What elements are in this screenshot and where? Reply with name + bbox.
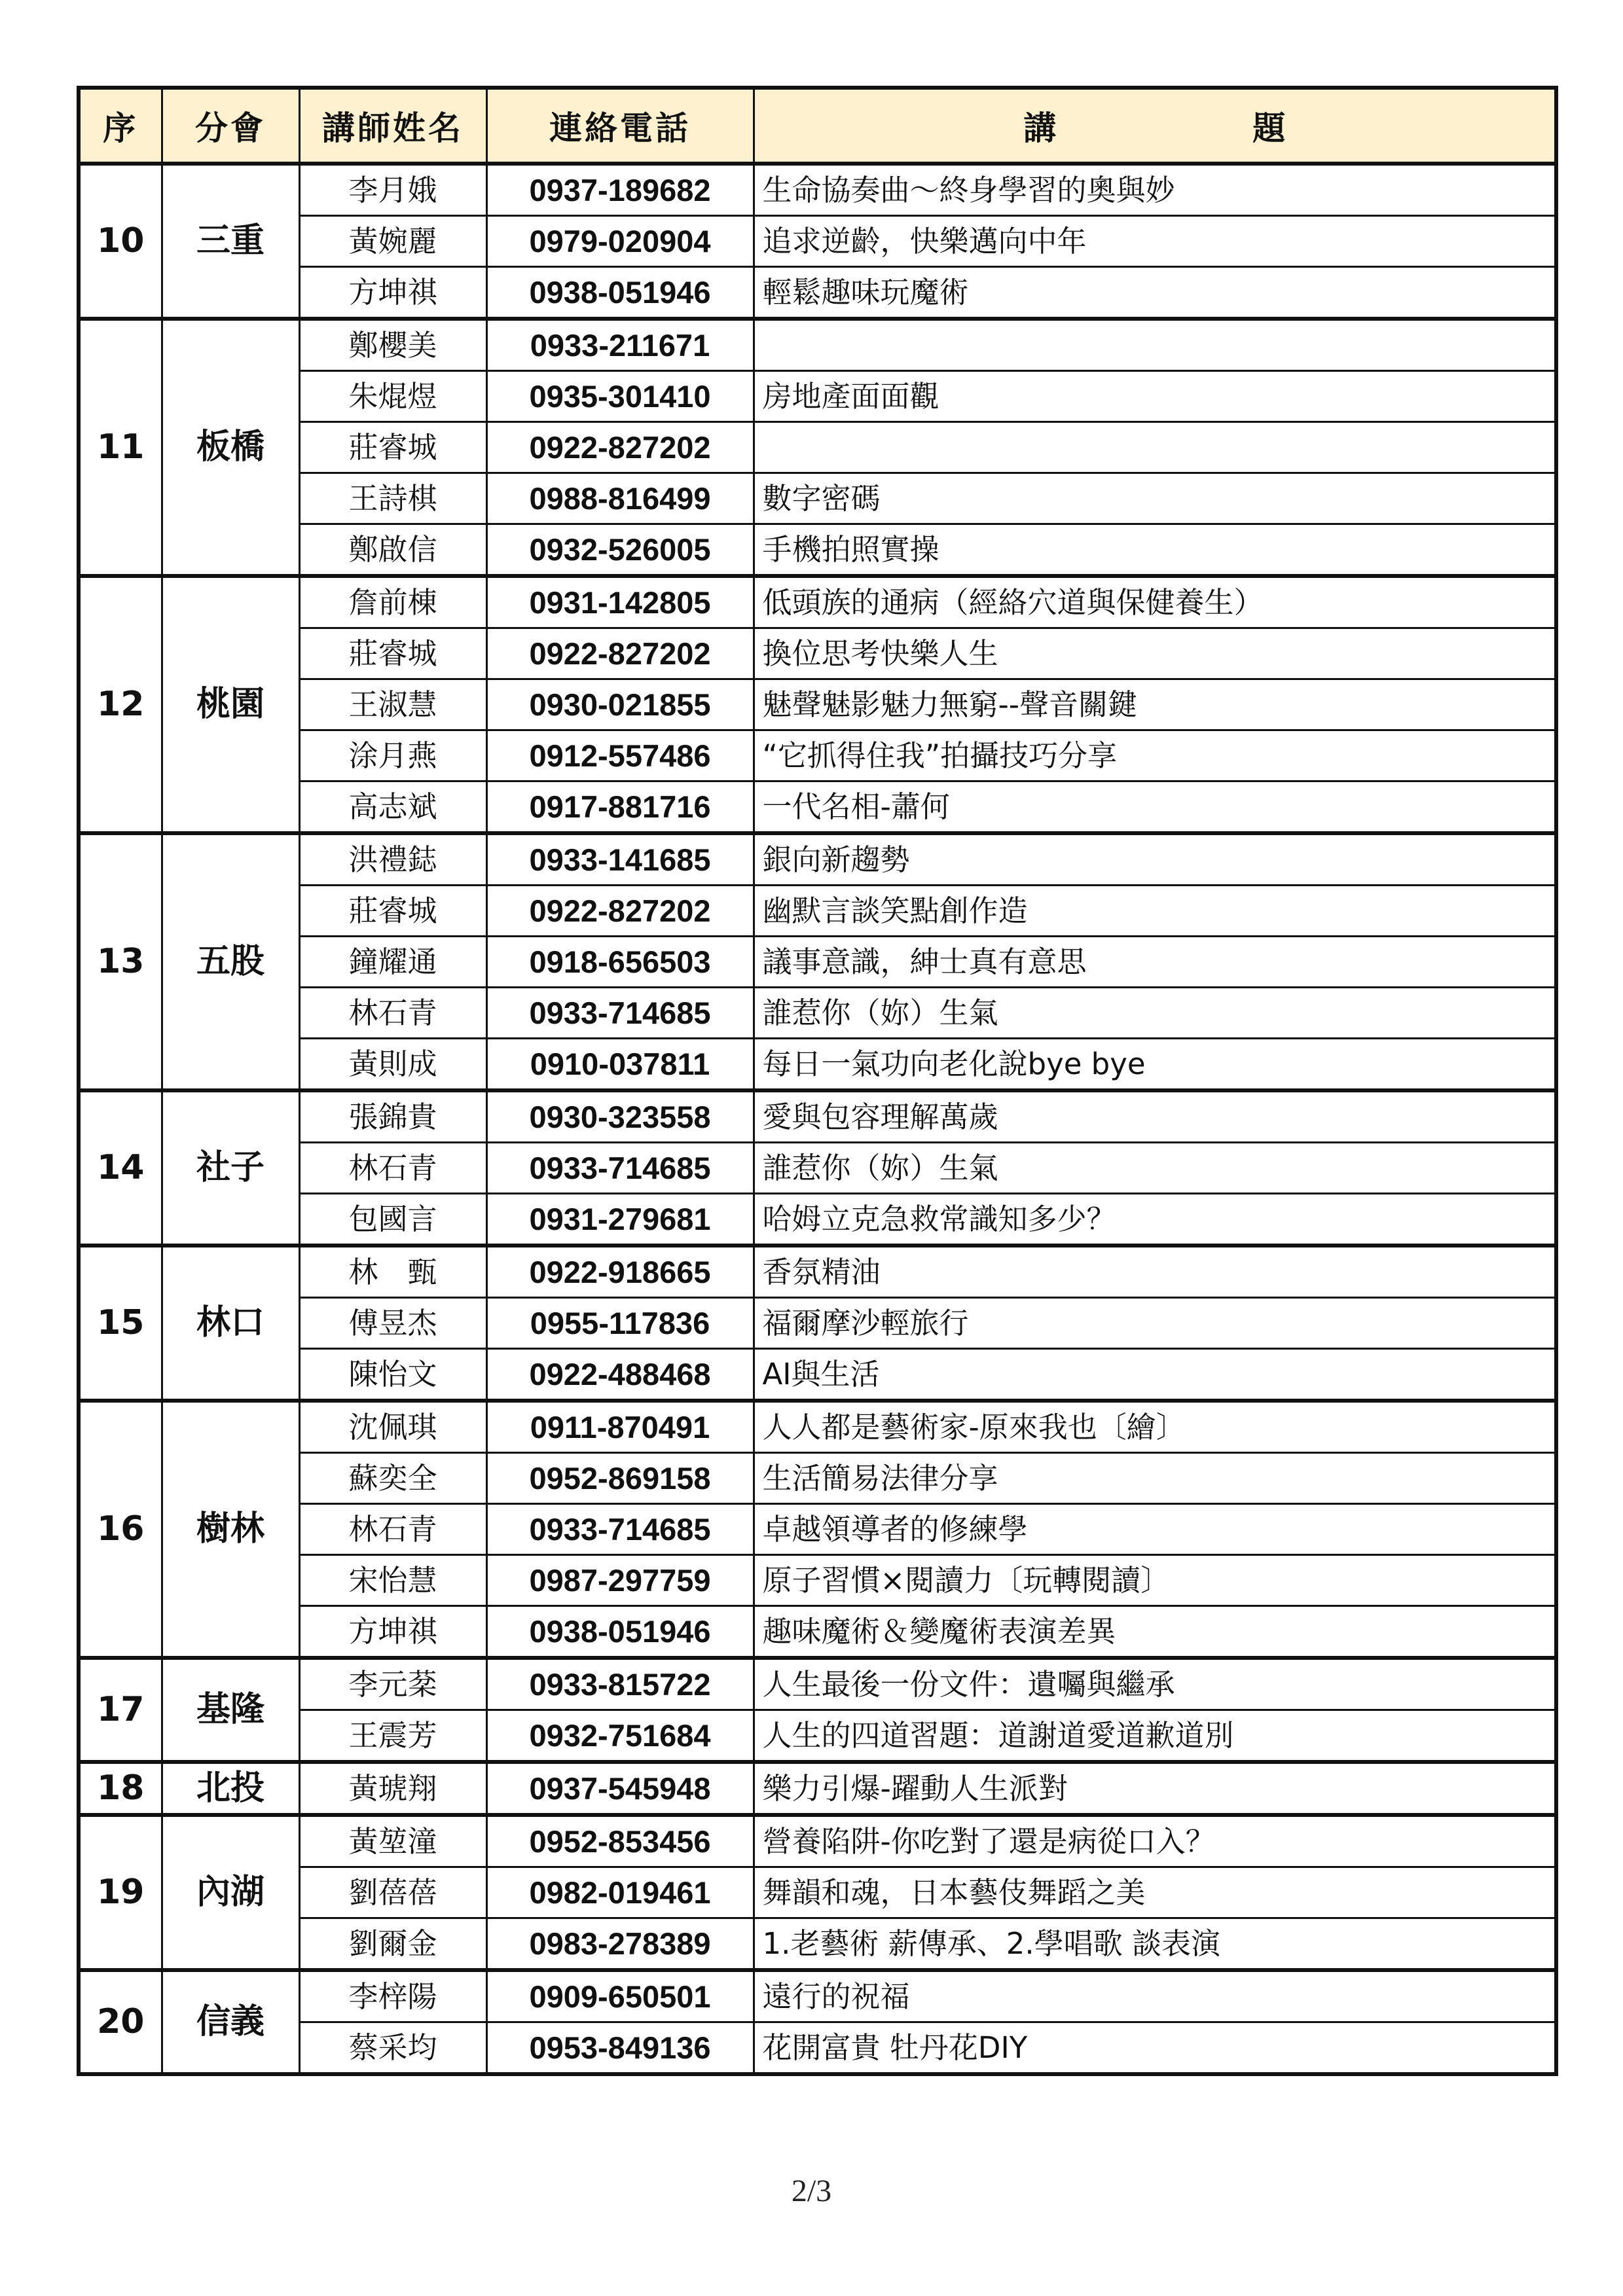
- header-seq: 序: [79, 88, 162, 164]
- cell-name: 劉爾金: [299, 1918, 486, 1971]
- cell-phone: 0938-051946: [486, 1606, 754, 1659]
- table-row: [79, 2022, 1556, 2075]
- cell-branch: 社子: [162, 1090, 299, 1246]
- cell-phone: 0933-714685: [486, 988, 754, 1039]
- table-header: [79, 88, 1556, 164]
- cell-phone: 0953-849136: [486, 2022, 754, 2075]
- cell-seq: 13: [79, 833, 162, 1090]
- cell-phone: 0982-019461: [486, 1867, 754, 1918]
- table-row: [79, 473, 1556, 524]
- cell-phone: 0987-297759: [486, 1555, 754, 1606]
- cell-topic: 追求逆齡，快樂邁向中年: [754, 216, 1556, 267]
- table-row: [79, 781, 1556, 834]
- cell-name: 莊睿城: [299, 422, 486, 473]
- cell-topic: 哈姆立克急救常識知多少？: [754, 1194, 1556, 1246]
- cell-topic: 花開富貴 牡丹花DIY: [754, 2022, 1556, 2075]
- table-row: [79, 628, 1556, 679]
- cell-phone: 0935-301410: [486, 371, 754, 422]
- cell-branch: 北投: [162, 1762, 299, 1815]
- cell-phone: 0952-869158: [486, 1453, 754, 1504]
- cell-phone: 0933-141685: [486, 833, 754, 886]
- table-row: [79, 1401, 1556, 1453]
- table-row: [79, 524, 1556, 577]
- cell-name: 黃琥翔: [299, 1762, 486, 1815]
- cell-seq: 10: [79, 164, 162, 319]
- cell-phone: 0937-545948: [486, 1762, 754, 1815]
- cell-topic: 房地產面面觀: [754, 371, 1556, 422]
- cell-seq: 18: [79, 1762, 162, 1815]
- cell-name: 張錦貴: [299, 1090, 486, 1143]
- cell-name: 方坤祺: [299, 1606, 486, 1659]
- cell-phone: 0931-279681: [486, 1194, 754, 1246]
- cell-name: 劉蓓蓓: [299, 1867, 486, 1918]
- cell-phone: 0931-142805: [486, 576, 754, 628]
- cell-branch: 板橋: [162, 319, 299, 576]
- cell-topic: 魅聲魅影魅力無窮--聲音關鍵: [754, 679, 1556, 730]
- cell-topic: [754, 422, 1556, 473]
- cell-phone: 0922-827202: [486, 886, 754, 937]
- cell-phone: 0933-211671: [486, 319, 754, 371]
- cell-branch: 樹林: [162, 1401, 299, 1658]
- header-phone: 連絡電話: [486, 88, 754, 164]
- cell-seq: 12: [79, 576, 162, 833]
- cell-name: 洪禮鋕: [299, 833, 486, 886]
- cell-topic: 銀向新趨勢: [754, 833, 1556, 886]
- cell-name: 林 甄: [299, 1246, 486, 1298]
- cell-topic: 人生的四道習題：道謝道愛道歉道別: [754, 1710, 1556, 1763]
- cell-name: 林石青: [299, 1143, 486, 1194]
- cell-name: 詹前棟: [299, 576, 486, 628]
- cell-phone: 0922-918665: [486, 1246, 754, 1298]
- cell-phone: 0952-853456: [486, 1815, 754, 1867]
- cell-topic: 生活簡易法律分享: [754, 1453, 1556, 1504]
- cell-topic: 生命協奏曲～終身學習的奧與妙: [754, 164, 1556, 216]
- cell-name: 黃則成: [299, 1039, 486, 1091]
- cell-topic: 一代名相-蕭何: [754, 781, 1556, 834]
- cell-phone: 0933-815722: [486, 1658, 754, 1710]
- table-row: [79, 1762, 1556, 1815]
- table-row: [79, 1039, 1556, 1091]
- table-row: [79, 1349, 1556, 1401]
- cell-phone: 0930-323558: [486, 1090, 754, 1143]
- table-row: [79, 1090, 1556, 1143]
- cell-name: 李元棻: [299, 1658, 486, 1710]
- cell-seq: 14: [79, 1090, 162, 1246]
- cell-phone: 0932-526005: [486, 524, 754, 577]
- cell-phone: 0933-714685: [486, 1143, 754, 1194]
- cell-name: 包國言: [299, 1194, 486, 1246]
- cell-topic: 營養陷阱-你吃對了還是病從口入？: [754, 1815, 1556, 1867]
- cell-topic: 誰惹你（妳）生氣: [754, 988, 1556, 1039]
- cell-name: 陳怡文: [299, 1349, 486, 1401]
- cell-name: 宋怡慧: [299, 1555, 486, 1606]
- cell-name: 李月娥: [299, 164, 486, 216]
- cell-name: 朱焜煜: [299, 371, 486, 422]
- cell-topic: 福爾摩沙輕旅行: [754, 1298, 1556, 1349]
- table-row: [79, 1143, 1556, 1194]
- cell-topic: 1.老藝術 薪傳承、2.學唱歌 談表演: [754, 1918, 1556, 1971]
- cell-phone: 0983-278389: [486, 1918, 754, 1971]
- cell-branch: 基隆: [162, 1658, 299, 1762]
- cell-topic: 低頭族的通病（經絡穴道與保健養生）: [754, 576, 1556, 628]
- cell-name: 王震芳: [299, 1710, 486, 1763]
- table-row: [79, 988, 1556, 1039]
- table-row: [79, 319, 1556, 371]
- cell-phone: 0988-816499: [486, 473, 754, 524]
- table-row: [79, 730, 1556, 781]
- cell-phone: 0922-827202: [486, 628, 754, 679]
- cell-topic: 舞韻和魂，日本藝伎舞蹈之美: [754, 1867, 1556, 1918]
- cell-branch: 三重: [162, 164, 299, 319]
- cell-seq: 16: [79, 1401, 162, 1658]
- table-row: [79, 1194, 1556, 1246]
- cell-name: 傅昱杰: [299, 1298, 486, 1349]
- cell-topic: 愛與包容理解萬歲: [754, 1090, 1556, 1143]
- cell-seq: 20: [79, 1970, 162, 2074]
- cell-phone: 0917-881716: [486, 781, 754, 834]
- cell-phone: 0937-189682: [486, 164, 754, 216]
- cell-topic: 換位思考快樂人生: [754, 628, 1556, 679]
- cell-topic: 輕鬆趣味玩魔術: [754, 267, 1556, 319]
- table-row: [79, 422, 1556, 473]
- cell-name: 王詩棋: [299, 473, 486, 524]
- lecturer-roster-table: [77, 86, 1558, 2076]
- cell-topic: 原子習慣×閱讀力〔玩轉閱讀〕: [754, 1555, 1556, 1606]
- cell-name: 王淑慧: [299, 679, 486, 730]
- cell-name: 蘇奕全: [299, 1453, 486, 1504]
- cell-topic: 趣味魔術＆變魔術表演差異: [754, 1606, 1556, 1659]
- cell-topic: 議事意識，紳士真有意思: [754, 937, 1556, 988]
- table-row: [79, 1504, 1556, 1555]
- table-row: [79, 1918, 1556, 1971]
- table-row: [79, 679, 1556, 730]
- cell-phone: 0930-021855: [486, 679, 754, 730]
- cell-phone: 0955-117836: [486, 1298, 754, 1349]
- cell-topic: 手機拍照實操: [754, 524, 1556, 577]
- cell-phone: 0979-020904: [486, 216, 754, 267]
- cell-branch: 桃園: [162, 576, 299, 833]
- cell-topic: “它抓得住我”拍攝技巧分享: [754, 730, 1556, 781]
- cell-phone: 0912-557486: [486, 730, 754, 781]
- header-topic-char-2: 題: [1252, 109, 1286, 147]
- table-row: [79, 1555, 1556, 1606]
- cell-phone: 0938-051946: [486, 267, 754, 319]
- cell-topic: 遠行的祝福: [754, 1970, 1556, 2022]
- cell-branch: 內湖: [162, 1815, 299, 1970]
- table-row: [79, 1298, 1556, 1349]
- cell-phone: 0922-488468: [486, 1349, 754, 1401]
- cell-name: 黃婉麗: [299, 216, 486, 267]
- table-row: [79, 1815, 1556, 1867]
- table-row: [79, 1867, 1556, 1918]
- table-row: [79, 833, 1556, 886]
- table-row: [79, 576, 1556, 628]
- cell-phone: 0932-751684: [486, 1710, 754, 1763]
- cell-topic: [754, 319, 1556, 371]
- header-name: 講師姓名: [299, 88, 486, 164]
- cell-name: 林石青: [299, 1504, 486, 1555]
- cell-name: 方坤祺: [299, 267, 486, 319]
- header-topic: [754, 88, 1556, 164]
- cell-phone: 0922-827202: [486, 422, 754, 473]
- cell-name: 莊睿城: [299, 628, 486, 679]
- table-body: [79, 164, 1556, 2074]
- cell-topic: 誰惹你（妳）生氣: [754, 1143, 1556, 1194]
- cell-name: 李梓陽: [299, 1970, 486, 2022]
- cell-topic: 幽默言談笑點創作造: [754, 886, 1556, 937]
- cell-topic: 樂力引爆-躍動人生派對: [754, 1762, 1556, 1815]
- cell-phone: 0918-656503: [486, 937, 754, 988]
- cell-name: 鐘耀通: [299, 937, 486, 988]
- cell-topic: 數字密碼: [754, 473, 1556, 524]
- cell-topic: 人生最後一份文件：遺囑與繼承: [754, 1658, 1556, 1710]
- table-row: [79, 371, 1556, 422]
- cell-name: 鄭櫻美: [299, 319, 486, 371]
- cell-name: 莊睿城: [299, 886, 486, 937]
- cell-name: 涂月燕: [299, 730, 486, 781]
- header-branch: 分會: [162, 88, 299, 164]
- page-number: 2/3: [791, 2174, 832, 2208]
- cell-name: 沈佩琪: [299, 1401, 486, 1453]
- table-row: [79, 1710, 1556, 1763]
- cell-name: 蔡采均: [299, 2022, 486, 2075]
- cell-topic: 卓越領導者的修練學: [754, 1504, 1556, 1555]
- cell-topic: 人人都是藝術家-原來我也〔繪〕: [754, 1401, 1556, 1453]
- table-row: [79, 267, 1556, 319]
- table-row: [79, 1246, 1556, 1298]
- cell-seq: 15: [79, 1246, 162, 1401]
- table-row: [79, 164, 1556, 216]
- table-row: [79, 1453, 1556, 1504]
- table-row: [79, 937, 1556, 988]
- cell-phone: 0910-037811: [486, 1039, 754, 1091]
- cell-name: 高志斌: [299, 781, 486, 834]
- cell-topic: AI與生活: [754, 1349, 1556, 1401]
- cell-seq: 11: [79, 319, 162, 576]
- header-row: [79, 88, 1556, 164]
- table-row: [79, 886, 1556, 937]
- cell-branch: 信義: [162, 1970, 299, 2074]
- cell-seq: 19: [79, 1815, 162, 1970]
- cell-branch: 五股: [162, 833, 299, 1090]
- table-row: [79, 1658, 1556, 1710]
- cell-phone: 0911-870491: [486, 1401, 754, 1453]
- table-row: [79, 1970, 1556, 2022]
- cell-name: 林石青: [299, 988, 486, 1039]
- table-row: [79, 1606, 1556, 1659]
- cell-topic: 每日一氣功向老化說bye bye: [754, 1039, 1556, 1091]
- cell-phone: 0933-714685: [486, 1504, 754, 1555]
- cell-name: 黃堃潼: [299, 1815, 486, 1867]
- cell-branch: 林口: [162, 1246, 299, 1401]
- cell-topic: 香氛精油: [754, 1246, 1556, 1298]
- table-row: [79, 216, 1556, 267]
- header-topic-char-1: 講: [1023, 109, 1057, 147]
- cell-phone: 0909-650501: [486, 1970, 754, 2022]
- cell-seq: 17: [79, 1658, 162, 1762]
- cell-name: 鄭啟信: [299, 524, 486, 577]
